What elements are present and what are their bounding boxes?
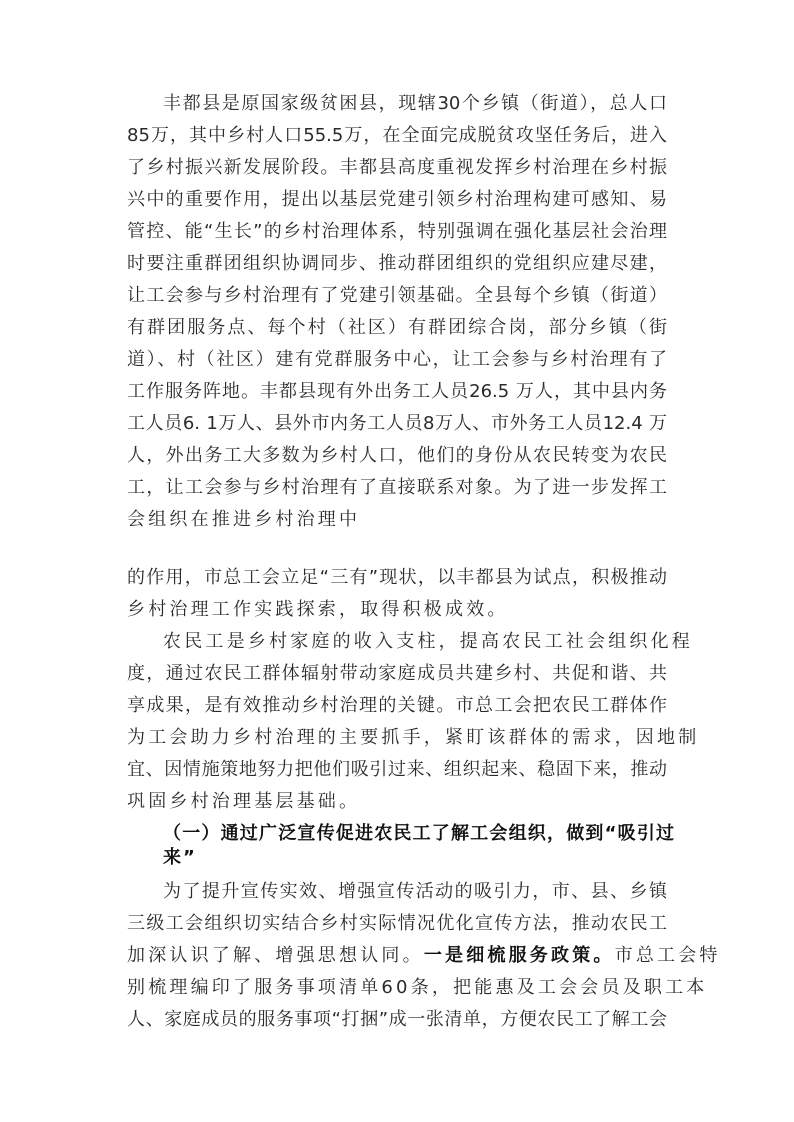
bold-emphasis: 一是细梳服务政策。 — [423, 945, 615, 966]
paragraph-line: 别梳理编印了服务事项清单60条，把能惠及工会会员及职工本 — [127, 977, 708, 998]
paragraph-line: 农民工是乡村家庭的收入支柱，提高农民工社会组织化程 — [163, 631, 693, 652]
paragraph-line: 时要注重群团组织协调同步、推动群团组织的党组织应建尽建， — [127, 253, 667, 274]
paragraph-line-mixed — [127, 944, 721, 968]
paragraph-line: 管控、能“生长”的乡村治理体系，特别强调在强化基层社会治理 — [127, 221, 667, 242]
paragraph-line: 兴中的重要作用，提出以基层党建引领乡村治理构建可感知、易 — [127, 189, 667, 210]
paragraph-line: 的作用，市总工会立足“三有”现状，以丰都县为试点，积极推动 — [127, 567, 667, 588]
paragraph-line: 工人员6. 1万人、县外市内务工人员8万人、市外务工人员12.4 万 — [127, 413, 667, 434]
paragraph-line: 享成果，是有效推动乡村治理的关键。市总工会把农民工群体作 — [127, 695, 667, 716]
section-heading-cont: 来” — [163, 847, 197, 868]
paragraph-line: 工，让工会参与乡村治理有了直接联系对象。为了进一步发挥工 — [127, 477, 667, 498]
paragraph-line: 让工会参与乡村治理有了党建引领基础。全县每个乡镇（街道） — [127, 285, 667, 306]
paragraph-line: 丰都县是原国家级贫困县，现辖30个乡镇（街道），总人口 — [163, 93, 667, 114]
paragraph-line: 了乡村振兴新发展阶段。丰都县高度重视发挥乡村治理在乡村振 — [127, 157, 667, 178]
paragraph-line: 为工会助力乡村治理的主要抓手，紧盯该群体的需求，因地制 — [127, 727, 700, 748]
paragraph-line: 道）、村（社区）建有党群服务中心，让工会参与乡村治理有了 — [127, 349, 667, 370]
paragraph-line: 有群团服务点、每个村（社区）有群团综合岗，部分乡镇（街 — [127, 317, 667, 338]
paragraph-line: 巩固乡村治理基层基础。 — [127, 791, 361, 812]
paragraph-line: 宜、因情施策地努力把他们吸引过来、组织起来、稳固下来，推动 — [127, 759, 667, 780]
text-run: 加深认识了解、增强思想认同。 — [127, 945, 424, 966]
paragraph-line: 会组织在推进乡村治理中 — [127, 509, 361, 530]
paragraph-line: 度，通过农民工群体辐射带动家庭成员共建乡村、共促和谐、共 — [127, 663, 667, 684]
paragraph-line: 乡村治理工作实践探索，取得积极成效。 — [127, 599, 509, 620]
paragraph-line: 85万，其中乡村人口55.5万，在全面完成脱贫攻坚任务后，进入 — [127, 125, 667, 146]
section-heading: （一）通过广泛宣传促进农民工了解工会组织，做到“吸引过 — [163, 823, 676, 844]
paragraph-line: 为了提升宣传实效、增强宣传活动的吸引力，市、县、乡镇 — [163, 881, 667, 902]
paragraph-line: 三级工会组织切实结合乡村实际情况优化宣传方法，推动农民工 — [127, 913, 667, 934]
text-run: 市总工会特 — [614, 945, 721, 966]
paragraph-line: 工作服务阵地。丰都县现有外出务工人员26.5 万人，其中县内务 — [127, 381, 667, 402]
paragraph-line: 人，外出务工大多数为乡村人口，他们的身份从农民转变为农民 — [127, 445, 667, 466]
paragraph-line: 人、家庭成员的服务事项“打捆”成一张清单，方便农民工了解工会 — [127, 1009, 667, 1030]
